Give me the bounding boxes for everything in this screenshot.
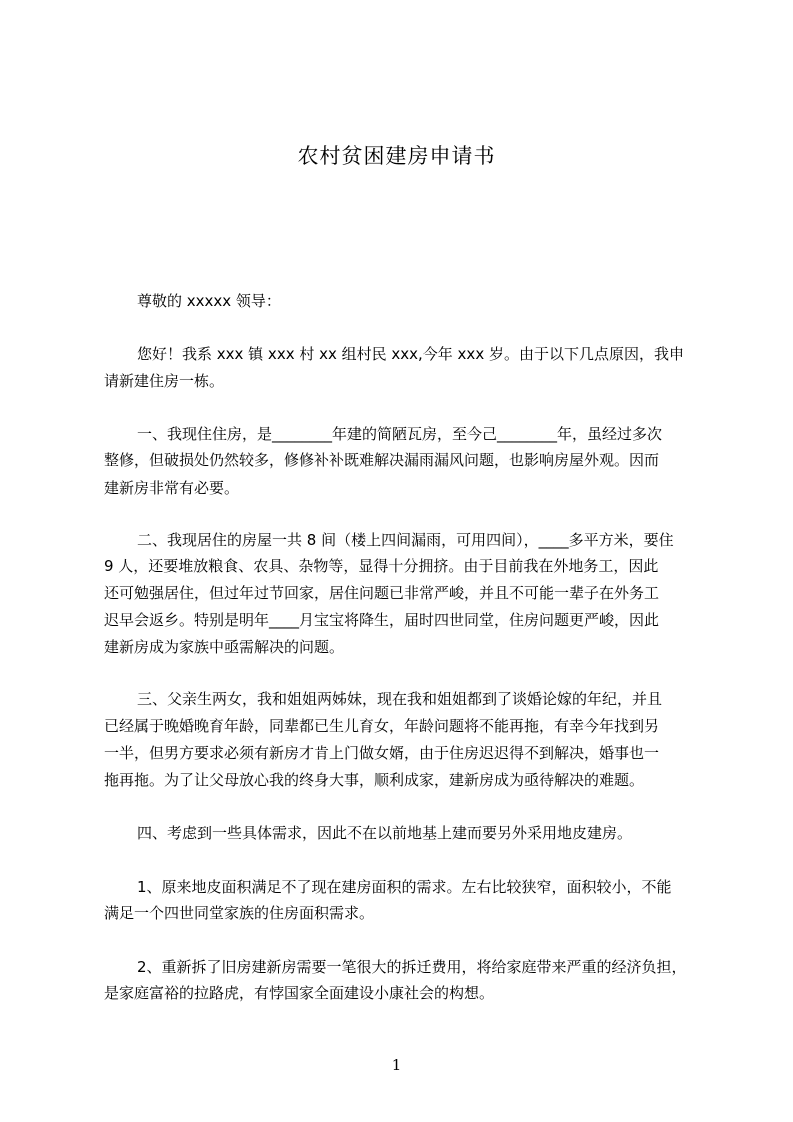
reason-1-line-2: 整修，但破损处仍然较多，修修补补既难解决漏雨漏风问题，也影响房屋外观。因而 bbox=[104, 451, 660, 469]
reason-3-line-3: 一半，但男方要求必须有新房才肯上门做女婿，由于住房迟迟得不到解决，婚事也一 bbox=[104, 744, 660, 762]
reason-3-line-4: 拖再拖。为了让父母放心我的终身大事，顺利成家，建新房成为亟待解决的难题。 bbox=[104, 771, 645, 789]
reason-3-line-1: 三、父亲生两女，我和姐姐两姊妹，现在我和姐姐都到了谈婚论嫁的年纪，并且 bbox=[137, 690, 663, 708]
sub-reason-2-line-1: 2、重新拆了旧房建新房需要一笔很大的拆迁费用，将给家庭带来严重的经济负担， bbox=[137, 958, 687, 976]
reason-2-line-5: 建新房成为家族中亟需解决的问题。 bbox=[104, 638, 345, 656]
reason-2-line-4: 迟早会返乡。特别是明年____月宝宝将降生，届时四世同堂，住房问题更严峻，因此 bbox=[104, 611, 660, 629]
reason-2-line-2: 9 人，还要堆放粮食、农具、杂物等，显得十分拥挤。由于目前我在外地务工，因此 bbox=[104, 557, 659, 575]
intro-line-1: 您好！我系 xxx 镇 xxx 村 xx 组村民 xxx,今年 xxx 岁。由于以下几点原因，我申 bbox=[137, 345, 684, 363]
intro-line-2: 请新建住房一栋。 bbox=[104, 372, 225, 390]
sub-reason-1-line-2: 满足一个四世同堂家族的住房面积需求。 bbox=[104, 904, 375, 922]
reason-2-line-1: 二、我现居住的房屋一共 8 间（楼上四间漏雨，可用四间），____多平方米，要住 bbox=[137, 531, 674, 549]
reason-1-line-3: 建新房非常有必要。 bbox=[104, 479, 240, 497]
sub-reason-1-line-1: 1、原来地皮面积满足不了现在建房面积的需求。左右比较狭窄，面积较小，不能 bbox=[137, 878, 672, 896]
document-title: 农村贫困建房申请书 bbox=[297, 144, 496, 168]
reason-4-line-1: 四、考虑到一些具体需求，因此不在以前地基上建而要另外采用地皮建房。 bbox=[137, 824, 633, 842]
greeting: 尊敬的 xxxxx 领导： bbox=[137, 292, 281, 310]
reason-1-line-1: 一、我现住住房，是________年建的简陋瓦房，至今己________年，虽经过多次 bbox=[137, 425, 663, 443]
sub-reason-2-line-2: 是家庭富裕的拉路虎，有悖国家全面建设小康社会的构想。 bbox=[104, 984, 495, 1002]
reason-2-line-3: 还可勉强居住，但过年过节回家，居住问题已非常严峻，并且不可能一辈子在外务工 bbox=[104, 584, 660, 602]
page-number: 1 bbox=[391, 1056, 402, 1074]
reason-3-line-2: 已经属于晚婚晚育年龄，同辈都已生儿育女，年龄问题将不能再拖，有幸今年找到另 bbox=[104, 717, 660, 735]
